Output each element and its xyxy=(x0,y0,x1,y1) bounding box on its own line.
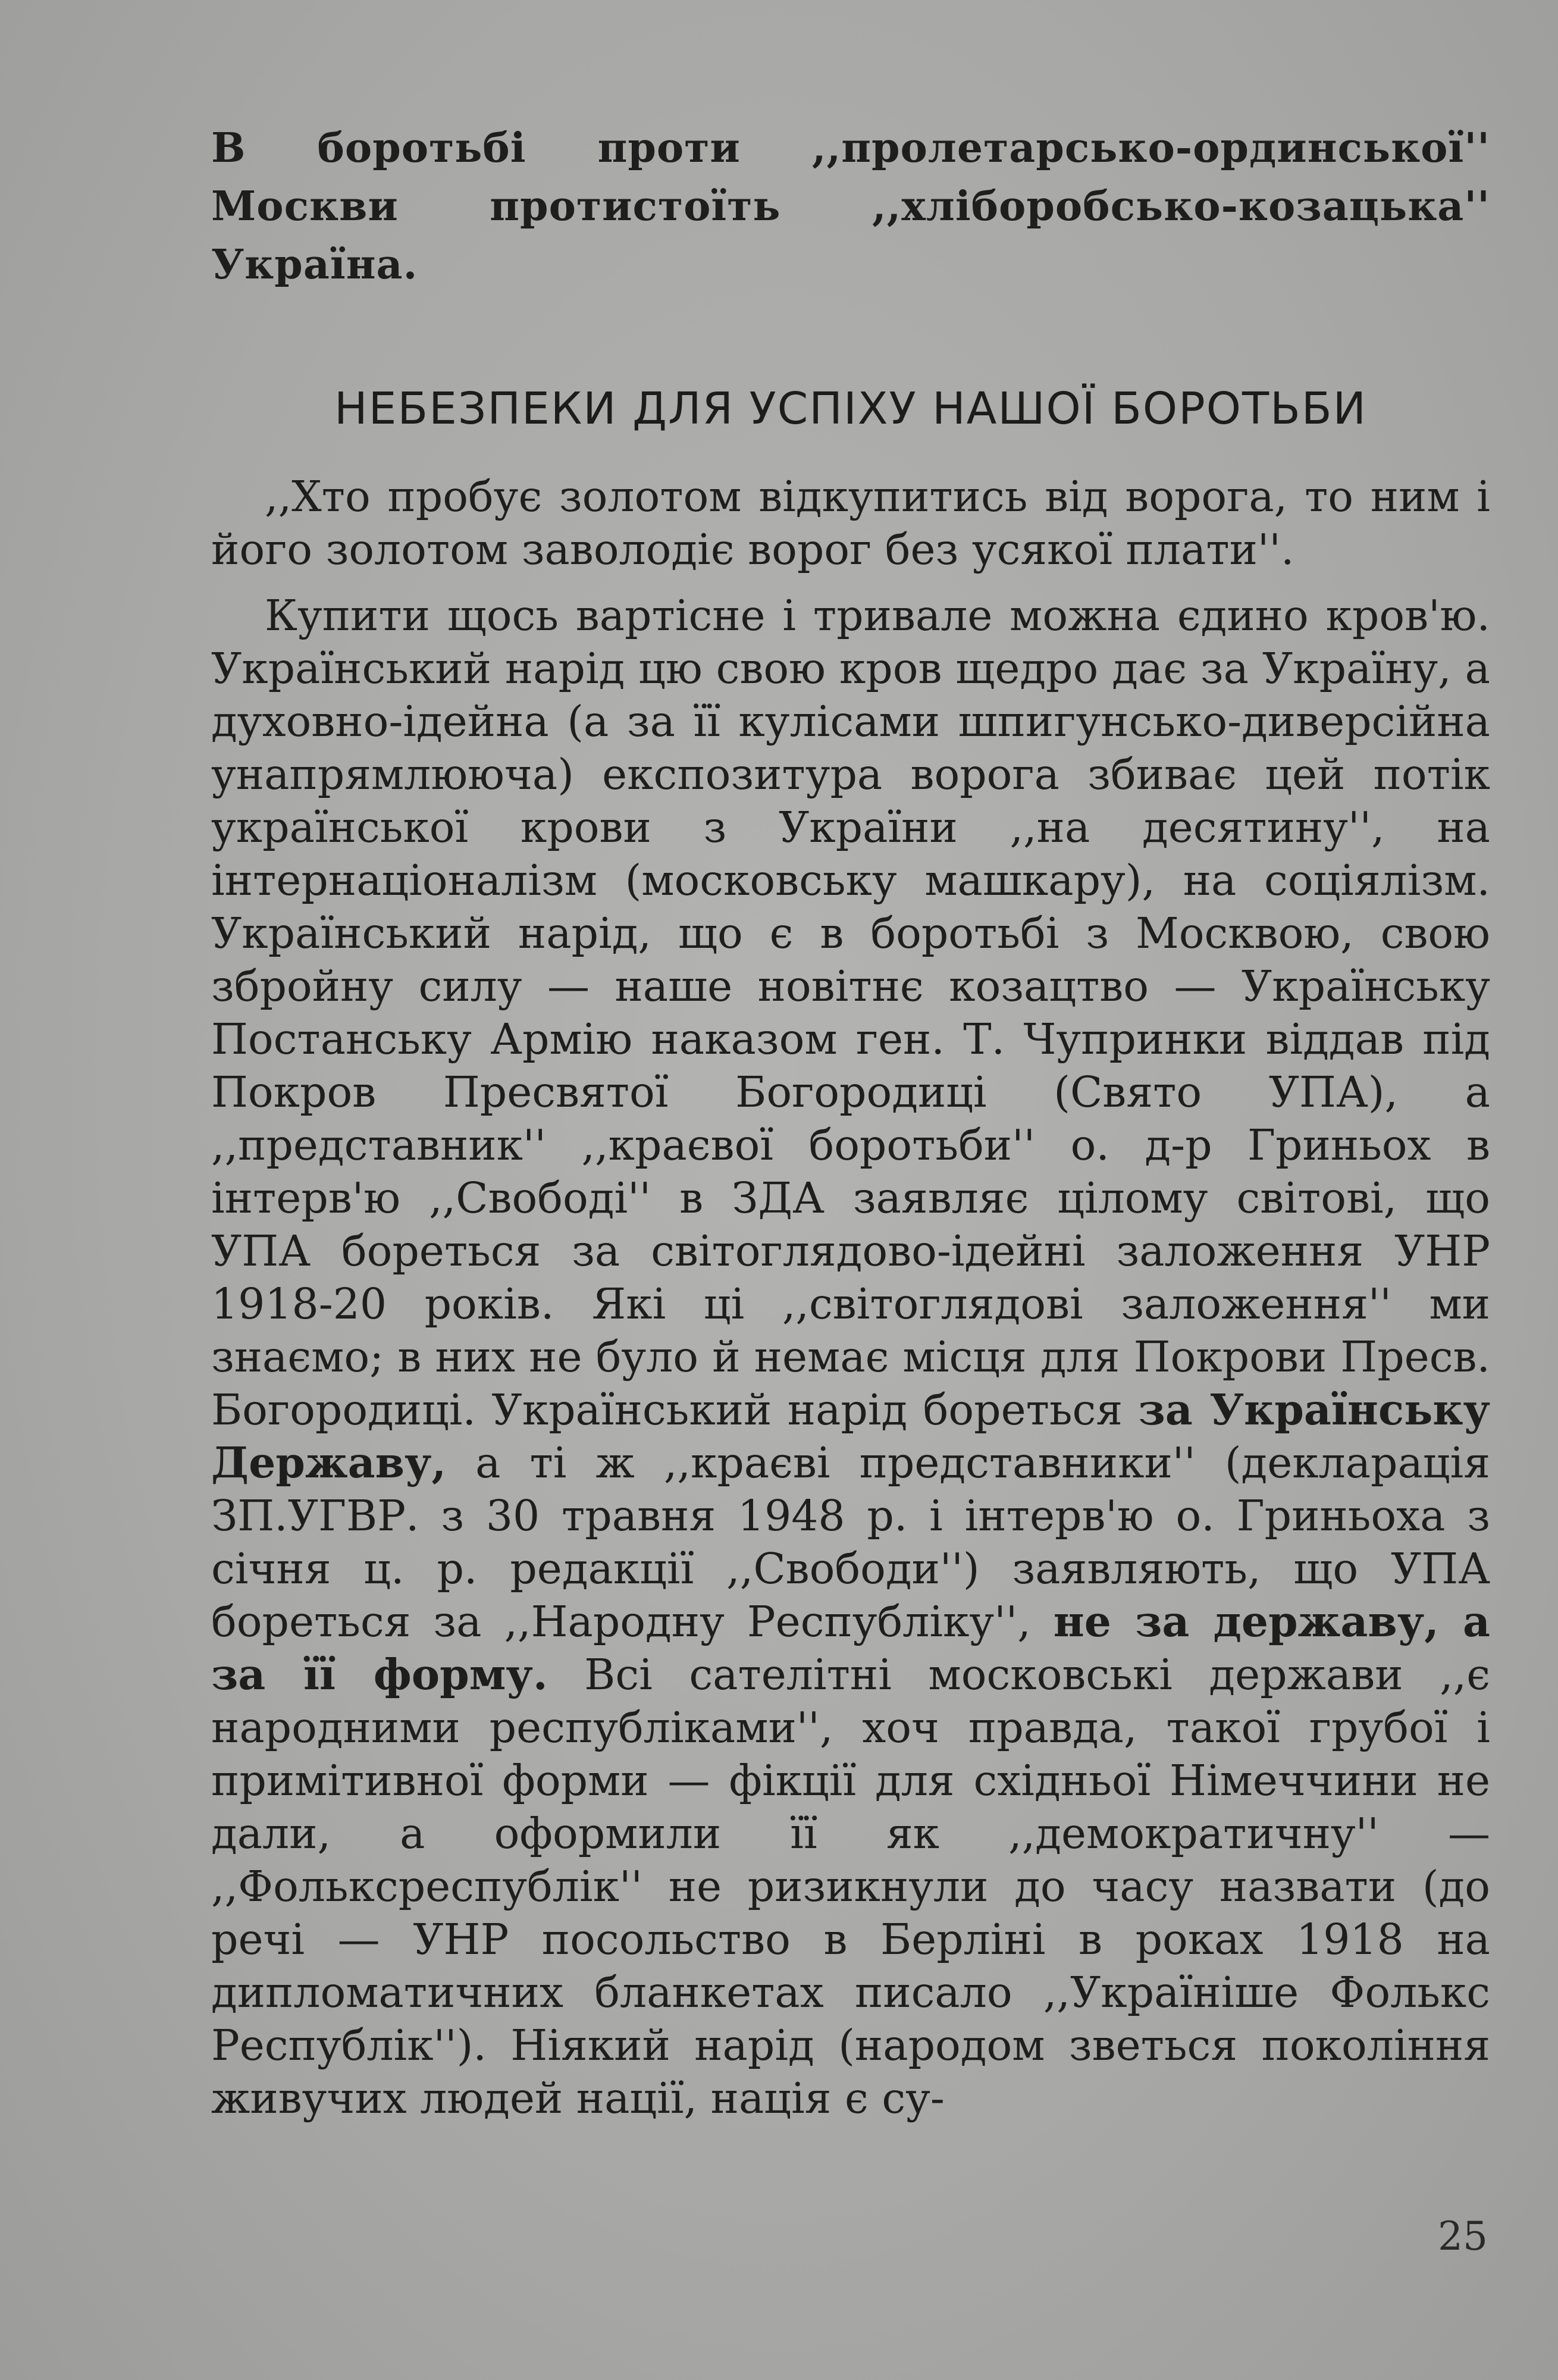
body-bold-state: за Українську Державу, xyxy=(211,1385,1490,1488)
body-text-part2: а ті ж ,,краєві представники'' (декларація ЗП.УГВР. з 30 травня 1948 р. і інтерв'ю о. Гриньоха з січня ц. р. редакції ,,Свободи'') заявляють, що УПА бореться за ,,Народну Республіку'', xyxy=(211,1438,1490,1646)
page-content xyxy=(211,119,1490,2138)
section-heading: НЕБЕЗПЕКИ ДЛЯ УСПІХУ НАШОЇ БОРОТЬБИ xyxy=(334,383,1368,434)
body-paragraph xyxy=(211,589,1490,2125)
body-text-part1: Купити щось вартісне і тривале можна єдино кров'ю. Український нарід цю свою кров щедро дає за Україну, а духовно-ідейна (а за її кулісами шпигунсько-диверсійна унапрямлююча) експозитура ворога збиває цей потік української крови з України ,,на десятину'', на інтернаціоналізм (московську машкару), на соціялізм. Український нарід, що є в боротьбі з Москвою, свою збройну силу — наше новітнє козацтво — Українську Постанську Армію наказом ген. Т. Чупринки віддав під Покров Пресвятої Богородиці (Свято УПА), а ,,представник'' ,,краєвої боротьби'' о. д-р Гриньох в інтерв'ю ,,Свободі'' в ЗДА заявляє цілому світові, що УПА бореться за світоглядово-ідейні заложення УНР 1918-20 років. Які ці ,,світоглядові заложення'' ми знаємо; в них не було й немає місця для Покрови Пресв. Богородиці. Український нарід бореться xyxy=(211,591,1490,1435)
body-bold-form: не за державу, а за її форму. xyxy=(211,1596,1490,1699)
quote-paragraph: ,,Хто пробує золотом відкупитись від ворога, то ним і його золотом заволодіє ворог без усякої плати''. xyxy=(211,472,1490,574)
body-text-part3: Всі сателітні московські держави ,,є народними республіками'', хоч правда, такої грубої і примітивної форми — фікції для східньої Німеччини не дали, а оформили її як ,,демократичну'' — ,,Фольксреспублік'' не ризикнули до часу назвати (до речі — УНР посольство в Берліні в роках 1918 на дипломатичних бланкетах писало ,,Україніше Фолькс Республік''). Ніякий нарід (народом зветься покоління живучих людей нації, нація є су- xyxy=(211,1650,1490,2123)
page-number: 25 xyxy=(1438,2213,1488,2259)
intro-paragraph: В боротьбі проти ,,пролетарсько-ординської'' Москви протистоїть ,,хліборобсько-козацька'' Україна. xyxy=(211,124,1490,289)
